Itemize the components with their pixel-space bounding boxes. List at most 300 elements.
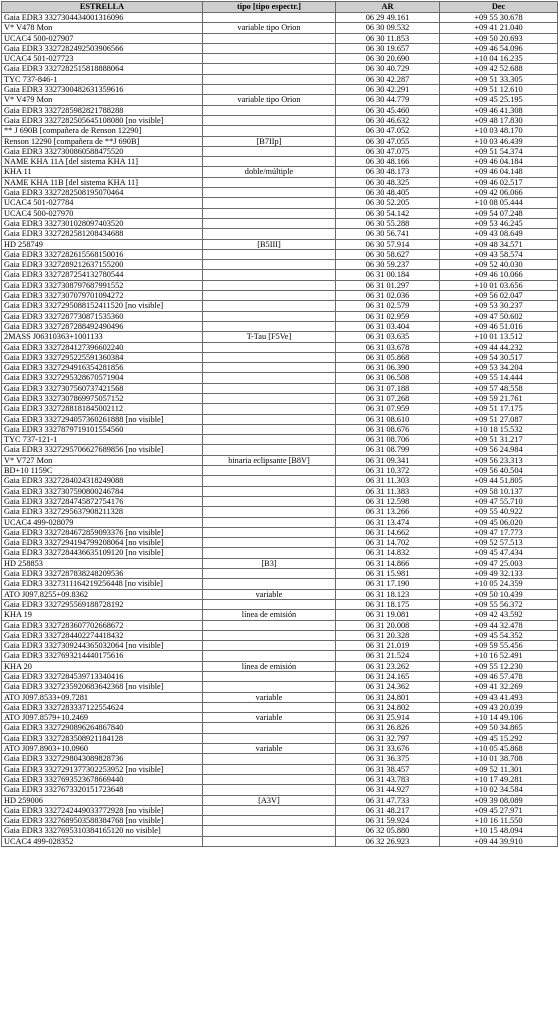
cell-dec: +10 01 38.708: [440, 754, 558, 764]
table-row: [2, 280, 558, 290]
table-row: [2, 85, 558, 95]
table-row: [2, 702, 558, 712]
cell-estrella: Gaia EDR3 3327300482631359616: [2, 85, 203, 95]
table-row: [2, 599, 558, 609]
cell-dec: +10 16 52.491: [440, 651, 558, 661]
cell-estrella: Gaia EDR3 3327307869975057152: [2, 393, 203, 403]
cell-tipo: [203, 260, 336, 270]
cell-dec: +10 02 34.584: [440, 785, 558, 795]
cell-tipo: [203, 569, 336, 579]
cell-dec: +10 16 11.550: [440, 816, 558, 826]
cell-tipo: [203, 33, 336, 43]
star-catalog-table: [1, 1, 558, 847]
cell-tipo: [203, 270, 336, 280]
cell-tipo: T-Tau [F5Ve]: [203, 332, 336, 342]
cell-estrella: ATO J097.8579+10.2469: [2, 713, 203, 723]
table-row: [2, 115, 558, 125]
cell-ar: 06 31 14.662: [336, 527, 440, 537]
table-row: [2, 332, 558, 342]
cell-tipo: [203, 64, 336, 74]
cell-ar: 06 31 02.579: [336, 301, 440, 311]
cell-ar: 06 30 20.690: [336, 54, 440, 64]
table-row: [2, 404, 558, 414]
cell-tipo: [203, 383, 336, 393]
cell-ar: 06 31 18.175: [336, 599, 440, 609]
cell-estrella: ATO J097.8533+09.7281: [2, 692, 203, 702]
cell-tipo: [203, 74, 336, 84]
cell-dec: +10 03 48.170: [440, 126, 558, 136]
table-row: [2, 744, 558, 754]
cell-estrella: Gaia EDR3 3327282492503906566: [2, 43, 203, 53]
cell-dec: +10 15 48.094: [440, 826, 558, 836]
cell-ar: 06 31 25.914: [336, 713, 440, 723]
cell-tipo: [203, 373, 336, 383]
table-row: [2, 445, 558, 455]
cell-tipo: [203, 54, 336, 64]
cell-estrella: Gaia EDR3 3327235920683642368 [no visible]: [2, 682, 203, 692]
cell-dec: +09 48 34.571: [440, 239, 558, 249]
cell-dec: +09 58 10.137: [440, 486, 558, 496]
cell-tipo: [203, 414, 336, 424]
cell-estrella: Gaia EDR3 3327291377302253952 [no visible]: [2, 764, 203, 774]
cell-ar: 06 31 11.383: [336, 486, 440, 496]
cell-ar: 06 31 02.036: [336, 291, 440, 301]
cell-estrella: Gaia EDR3 3327287838248209536: [2, 569, 203, 579]
cell-dec: +10 18 15.532: [440, 424, 558, 434]
cell-tipo: [203, 754, 336, 764]
cell-dec: +09 49 32.133: [440, 569, 558, 579]
cell-tipo: variable: [203, 744, 336, 754]
cell-dec: +09 51 54.374: [440, 146, 558, 156]
cell-dec: +09 59 21.761: [440, 393, 558, 403]
cell-tipo: [203, 630, 336, 640]
cell-tipo: [203, 301, 336, 311]
cell-ar: 06 31 03.404: [336, 321, 440, 331]
cell-estrella: Gaia EDR3 3327298043089828736: [2, 754, 203, 764]
cell-ar: 06 30 56.741: [336, 229, 440, 239]
cell-ar: 06 31 21.019: [336, 641, 440, 651]
table-row: [2, 589, 558, 599]
cell-ar: 06 30 40.729: [336, 64, 440, 74]
cell-ar: 06 30 58.627: [336, 249, 440, 259]
cell-estrella: NAME KHA 11B [del sistema KHA 11]: [2, 177, 203, 187]
cell-tipo: [203, 280, 336, 290]
cell-tipo: variable: [203, 692, 336, 702]
table-row: [2, 651, 558, 661]
cell-ar: 06 30 42.287: [336, 74, 440, 84]
cell-estrella: TYC 737-121-1: [2, 435, 203, 445]
cell-dec: +09 45 27.971: [440, 805, 558, 815]
table-row: [2, 672, 558, 682]
cell-estrella: HD 259006: [2, 795, 203, 805]
col-header-ar: AR: [336, 2, 440, 13]
cell-estrella: Gaia EDR3 3327689503588384768 [no visible]: [2, 816, 203, 826]
cell-tipo: [203, 527, 336, 537]
cell-estrella: Gaia EDR3 3327307560737421568: [2, 383, 203, 393]
table-row: [2, 630, 558, 640]
table-row: [2, 682, 558, 692]
cell-dec: +09 46 51.016: [440, 321, 558, 331]
cell-ar: 06 30 45.460: [336, 105, 440, 115]
cell-ar: 06 30 48.173: [336, 167, 440, 177]
cell-dec: +09 42 52.688: [440, 64, 558, 74]
table-row: [2, 342, 558, 352]
cell-tipo: [203, 826, 336, 836]
table-row: [2, 43, 558, 53]
cell-tipo: [203, 435, 336, 445]
table-row: [2, 126, 558, 136]
cell-dec: +09 50 20.693: [440, 33, 558, 43]
cell-ar: 06 30 46.632: [336, 115, 440, 125]
cell-tipo: [203, 496, 336, 506]
cell-estrella: Gaia EDR3 3327693214440175616: [2, 651, 203, 661]
cell-ar: 06 31 48.217: [336, 805, 440, 815]
cell-ar: 06 31 17.190: [336, 579, 440, 589]
cell-estrella: Gaia EDR3 3327284127396602240: [2, 342, 203, 352]
cell-estrella: NAME KHA 11A [del sistema KHA 11]: [2, 157, 203, 167]
cell-ar: 06 31 08.676: [336, 424, 440, 434]
table-row: [2, 414, 558, 424]
cell-dec: +09 55 40.922: [440, 507, 558, 517]
cell-estrella: Gaia EDR3 3327295088152411520 [no visible]: [2, 301, 203, 311]
cell-dec: +10 14 49.106: [440, 713, 558, 723]
cell-tipo: [203, 805, 336, 815]
table-row: [2, 54, 558, 64]
cell-estrella: Gaia EDR3 3327673320151723648: [2, 785, 203, 795]
cell-ar: 06 31 21.524: [336, 651, 440, 661]
cell-estrella: Gaia EDR3 3327295328670571904: [2, 373, 203, 383]
cell-estrella: KHA 11: [2, 167, 203, 177]
cell-ar: 06 31 47.733: [336, 795, 440, 805]
cell-ar: 06 31 05.868: [336, 352, 440, 362]
cell-ar: 06 30 48.405: [336, 188, 440, 198]
cell-tipo: línea de emisión: [203, 610, 336, 620]
cell-tipo: [203, 188, 336, 198]
table-row: [2, 527, 558, 537]
cell-estrella: Gaia EDR3 3327284436635109120 [no visible]: [2, 548, 203, 558]
cell-estrella: Renson 12290 [compañera de **J 690B]: [2, 136, 203, 146]
cell-estrella: Gaia EDR3 3327311164219256448 [no visible]: [2, 579, 203, 589]
table-row: [2, 764, 558, 774]
cell-ar: 06 31 01.297: [336, 280, 440, 290]
cell-estrella: Gaia EDR3 3327294194799208064 [no visible]: [2, 538, 203, 548]
cell-estrella: HD 258853: [2, 558, 203, 568]
cell-ar: 06 31 19.081: [336, 610, 440, 620]
cell-dec: +09 54 30.517: [440, 352, 558, 362]
cell-ar: 06 31 08.706: [336, 435, 440, 445]
cell-tipo: [203, 321, 336, 331]
table-row: [2, 291, 558, 301]
cell-tipo: [203, 476, 336, 486]
table-row: [2, 805, 558, 815]
cell-tipo: [203, 177, 336, 187]
cell-estrella: TYC 737-846-1: [2, 74, 203, 84]
cell-dec: +09 47 25.003: [440, 558, 558, 568]
cell-ar: 06 31 33.676: [336, 744, 440, 754]
cell-ar: 06 30 57.914: [336, 239, 440, 249]
table-row: [2, 188, 558, 198]
cell-dec: +09 45 54.352: [440, 630, 558, 640]
cell-ar: 06 32 26.923: [336, 836, 440, 846]
cell-dec: +09 46 10.066: [440, 270, 558, 280]
cell-dec: +09 46 54.096: [440, 43, 558, 53]
cell-dec: +09 47 55.710: [440, 496, 558, 506]
cell-dec: +09 46 41.308: [440, 105, 558, 115]
cell-dec: +10 08 05.444: [440, 198, 558, 208]
cell-ar: 06 31 06.390: [336, 363, 440, 373]
table-row: [2, 260, 558, 270]
cell-tipo: [203, 579, 336, 589]
cell-tipo: [203, 641, 336, 651]
table-row: [2, 754, 558, 764]
table-row: [2, 466, 558, 476]
cell-tipo: variable: [203, 589, 336, 599]
cell-ar: 06 31 03.635: [336, 332, 440, 342]
cell-dec: +10 17 49.281: [440, 774, 558, 784]
cell-estrella: Gaia EDR3 3327283508921184128: [2, 733, 203, 743]
table-row: [2, 13, 558, 23]
table-row: [2, 352, 558, 362]
table-row: [2, 507, 558, 517]
cell-tipo: [203, 764, 336, 774]
cell-estrella: ** J 690B [compañera de Renson 12290]: [2, 126, 203, 136]
cell-ar: 06 31 38.457: [336, 764, 440, 774]
cell-tipo: [203, 620, 336, 630]
table-row: [2, 641, 558, 651]
cell-tipo: [203, 13, 336, 23]
cell-ar: 06 31 07.959: [336, 404, 440, 414]
cell-ar: 06 30 48.325: [336, 177, 440, 187]
cell-ar: 06 29 49.161: [336, 13, 440, 23]
cell-ar: 06 30 52.205: [336, 198, 440, 208]
cell-dec: +09 52 11.301: [440, 764, 558, 774]
table-row: [2, 496, 558, 506]
cell-tipo: [203, 342, 336, 352]
cell-ar: 06 31 24.801: [336, 692, 440, 702]
cell-estrella: Gaia EDR3 3327284745872754176: [2, 496, 203, 506]
cell-ar: 06 31 14.702: [336, 538, 440, 548]
cell-dec: +10 05 45.868: [440, 744, 558, 754]
cell-dec: +09 56 24.984: [440, 445, 558, 455]
cell-dec: +09 46 57.478: [440, 672, 558, 682]
cell-tipo: [203, 218, 336, 228]
cell-dec: +09 46 04.184: [440, 157, 558, 167]
cell-dec: +10 01 13.512: [440, 332, 558, 342]
cell-ar: 06 30 55.288: [336, 218, 440, 228]
cell-tipo: [203, 486, 336, 496]
cell-estrella: UCAC4 499-028079: [2, 517, 203, 527]
cell-dec: +09 47 50.602: [440, 311, 558, 321]
cell-tipo: [203, 723, 336, 733]
table-row: [2, 33, 558, 43]
cell-dec: +09 56 23.313: [440, 455, 558, 465]
cell-tipo: [B5III]: [203, 239, 336, 249]
table-row: [2, 167, 558, 177]
cell-dec: +09 48 17.830: [440, 115, 558, 125]
cell-estrella: Gaia EDR3 3327304434001316096: [2, 13, 203, 23]
cell-estrella: Gaia EDR3 3327308797687991552: [2, 280, 203, 290]
header-row: [2, 2, 558, 13]
cell-dec: +09 59 55.456: [440, 641, 558, 651]
table-row: [2, 229, 558, 239]
cell-tipo: [203, 702, 336, 712]
cell-estrella: Gaia EDR3 3327294916354281856: [2, 363, 203, 373]
cell-estrella: Gaia EDR3 3327295706627689856 [no visible]: [2, 445, 203, 455]
cell-tipo: [203, 517, 336, 527]
cell-tipo: [203, 105, 336, 115]
table-row: [2, 548, 558, 558]
table-body: [2, 13, 558, 847]
cell-dec: +09 44 32.478: [440, 620, 558, 630]
cell-ar: 06 31 06.508: [336, 373, 440, 383]
cell-tipo: [203, 208, 336, 218]
cell-estrella: Gaia EDR3 3327284539713340416: [2, 672, 203, 682]
table-row: [2, 424, 558, 434]
cell-tipo: [203, 229, 336, 239]
table-row: [2, 455, 558, 465]
cell-ar: 06 31 08.799: [336, 445, 440, 455]
cell-estrella: Gaia EDR3 3327289212637155200: [2, 260, 203, 270]
table-row: [2, 249, 558, 259]
table-row: [2, 301, 558, 311]
cell-tipo: [203, 785, 336, 795]
cell-estrella: Gaia EDR3 3327288181845002112: [2, 404, 203, 414]
cell-tipo: [203, 393, 336, 403]
cell-estrella: Gaia EDR3 3327287730871535360: [2, 311, 203, 321]
cell-dec: +09 44 51.805: [440, 476, 558, 486]
cell-estrella: ATO J097.8255+09.8362: [2, 589, 203, 599]
cell-dec: +10 05 24.359: [440, 579, 558, 589]
cell-ar: 06 31 11.303: [336, 476, 440, 486]
cell-estrella: Gaia EDR3 3327295225591360384: [2, 352, 203, 362]
table-row: [2, 538, 558, 548]
table-row: [2, 692, 558, 702]
cell-dec: +09 51 27.087: [440, 414, 558, 424]
cell-dec: +09 44 44.232: [440, 342, 558, 352]
cell-estrella: Gaia EDR3 3327284024318249088: [2, 476, 203, 486]
table-row: [2, 579, 558, 589]
cell-estrella: Gaia EDR3 3327695310384165120 no visible]: [2, 826, 203, 836]
cell-dec: +09 55 12.230: [440, 661, 558, 671]
cell-dec: +09 55 30.678: [440, 13, 558, 23]
cell-tipo: [203, 548, 336, 558]
cell-ar: 06 31 26.826: [336, 723, 440, 733]
cell-estrella: V* V479 Mon: [2, 95, 203, 105]
cell-ar: 06 31 15.981: [336, 569, 440, 579]
cell-dec: +09 53 46.245: [440, 218, 558, 228]
table-row: [2, 383, 558, 393]
cell-dec: +09 43 41.493: [440, 692, 558, 702]
table-row: [2, 476, 558, 486]
cell-tipo: [203, 651, 336, 661]
cell-ar: 06 30 47.055: [336, 136, 440, 146]
table-row: [2, 136, 558, 146]
col-header-dec: Dec: [440, 2, 558, 13]
cell-dec: +09 45 25.195: [440, 95, 558, 105]
cell-dec: +09 45 15.292: [440, 733, 558, 743]
cell-dec: +09 43 08.649: [440, 229, 558, 239]
table-row: [2, 239, 558, 249]
cell-estrella: Gaia EDR3 3327290896264867840: [2, 723, 203, 733]
cell-tipo: [203, 126, 336, 136]
cell-ar: 06 30 11.853: [336, 33, 440, 43]
cell-dec: +09 51 17.175: [440, 404, 558, 414]
table-row: [2, 95, 558, 105]
table-row: [2, 218, 558, 228]
cell-ar: 06 31 23.262: [336, 661, 440, 671]
table-row: [2, 610, 558, 620]
cell-ar: 06 30 42.291: [336, 85, 440, 95]
table-row: [2, 723, 558, 733]
cell-estrella: Gaia EDR3 3327283607702668672: [2, 620, 203, 630]
cell-tipo: variable tipo Orion: [203, 23, 336, 33]
table-row: [2, 74, 558, 84]
cell-ar: 06 30 47.075: [336, 146, 440, 156]
cell-ar: 06 31 14.866: [336, 558, 440, 568]
cell-dec: +09 43 20.039: [440, 702, 558, 712]
cell-tipo: [B7IIp]: [203, 136, 336, 146]
cell-estrella: Gaia EDR3 3327693523678669440: [2, 774, 203, 784]
cell-ar: 06 31 02.959: [336, 311, 440, 321]
cell-dec: +09 44 39.910: [440, 836, 558, 846]
cell-tipo: [203, 311, 336, 321]
cell-estrella: Gaia EDR3 3327295569188728192: [2, 599, 203, 609]
cell-ar: 06 31 00.184: [336, 270, 440, 280]
cell-tipo: [203, 507, 336, 517]
cell-tipo: [A3V]: [203, 795, 336, 805]
cell-estrella: Gaia EDR3 3327283337122554624: [2, 702, 203, 712]
cell-ar: 06 31 59.924: [336, 816, 440, 826]
cell-estrella: Gaia EDR3 3327287254132780544: [2, 270, 203, 280]
cell-tipo: [203, 445, 336, 455]
cell-estrella: Gaia EDR3 3327285982821788288: [2, 105, 203, 115]
cell-estrella: Gaia EDR3 3327309244365032064 [no visible]: [2, 641, 203, 651]
table-row: [2, 836, 558, 846]
cell-dec: +09 50 10.439: [440, 589, 558, 599]
cell-estrella: Gaia EDR3 3327301028097403520: [2, 218, 203, 228]
cell-estrella: V* V727 Mon: [2, 455, 203, 465]
cell-ar: 06 30 48.166: [336, 157, 440, 167]
cell-estrella: Gaia EDR3 3327282615568150016: [2, 249, 203, 259]
table-row: [2, 785, 558, 795]
table-row: [2, 270, 558, 280]
cell-ar: 06 31 13.266: [336, 507, 440, 517]
cell-dec: +09 46 04.148: [440, 167, 558, 177]
cell-tipo: [203, 146, 336, 156]
cell-dec: +09 51 12.610: [440, 85, 558, 95]
cell-ar: 06 30 54.142: [336, 208, 440, 218]
cell-ar: 06 31 08.610: [336, 414, 440, 424]
cell-dec: +09 41 32.269: [440, 682, 558, 692]
cell-ar: 06 31 07.188: [336, 383, 440, 393]
cell-dec: +09 42 43.592: [440, 610, 558, 620]
cell-estrella: UCAC4 500-027907: [2, 33, 203, 43]
cell-dec: +09 57 48.558: [440, 383, 558, 393]
table-row: [2, 620, 558, 630]
cell-ar: 06 31 07.268: [336, 393, 440, 403]
cell-ar: 06 31 12.598: [336, 496, 440, 506]
cell-ar: 06 31 24.802: [336, 702, 440, 712]
cell-estrella: Gaia EDR3 3327284402274418432: [2, 630, 203, 640]
cell-ar: 06 30 59.237: [336, 260, 440, 270]
table-row: [2, 774, 558, 784]
table-row: [2, 733, 558, 743]
cell-estrella: Gaia EDR3 3327282508195070464: [2, 188, 203, 198]
table-row: [2, 558, 558, 568]
cell-dec: +09 52 57.513: [440, 538, 558, 548]
cell-tipo: [203, 291, 336, 301]
cell-estrella: KHA 19: [2, 610, 203, 620]
